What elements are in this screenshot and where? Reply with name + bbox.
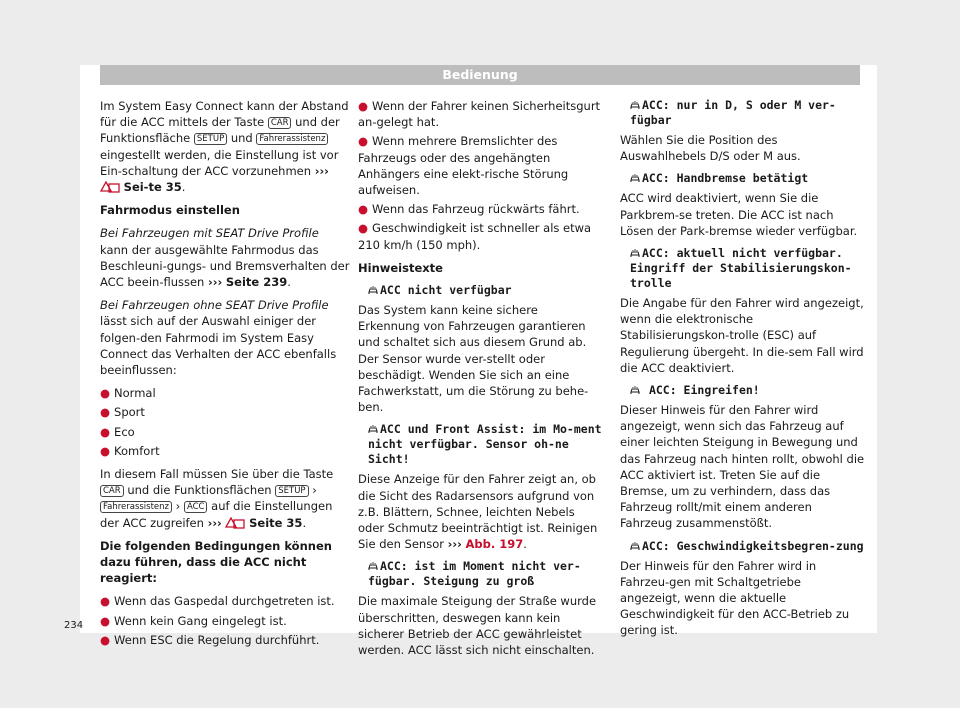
column-2 (358, 98, 603, 665)
bullet-icon: ● (100, 443, 111, 458)
car-key-icon: CAR (100, 485, 124, 497)
reference-arrow-icon: ››› (207, 515, 222, 530)
page-reference[interactable]: Sei-te 35 (123, 180, 182, 195)
column-1 (100, 98, 350, 651)
bullet-icon: ● (100, 594, 111, 609)
bullet-icon: ● (358, 202, 369, 217)
message-title: ACC: Eingreifen! (620, 383, 865, 398)
list-item: ● Eco (100, 424, 135, 439)
list-item: ● Wenn kein Gang eingelegt ist. (100, 613, 287, 628)
list-item: ● Wenn mehrere Bremslichter des Fahrzeugs oder des angehängten Anhängers eine elekt-rische Störung aufweisen. (358, 134, 569, 198)
car-key-icon: CAR (268, 117, 292, 129)
page-reference[interactable]: Seite 35 (249, 515, 303, 530)
message-text: Dieser Hinweis für den Fahrer wird angezeigt, wenn sich das Fahrzeug auf einer leichten Steigung in Bewegung und das Fahrzeug nach hinten rollt, obwohl die ACC aktiviert ist. Treten Sie auf die Bremse, um zu verhindern, dass das Fahrzeug rollt/mit einem anderen Fahrzeug zusammenstößt. (620, 403, 865, 531)
list-item: ● Geschwindigkeit ist schneller als etwa 210 km/h (150 mph). (358, 221, 592, 252)
bullet-icon: ● (100, 386, 111, 401)
bullet-icon: ● (358, 134, 369, 149)
reference-arrow-icon: ››› (447, 537, 462, 552)
message-text: Das System kann keine sichere Erkennung von Fahrzeugen garantieren und schaltet sich aus diesem Grund ab. Der Sensor wurde ver-stellt oder beschädigt. Wenden Sie sich an eine Fachwerkstatt, um die Störung zu behe-ben. (358, 303, 589, 415)
fahrerassistenz-key: Fahrerassistenz (256, 133, 328, 145)
message-title: ACC: nur in D, S oder M ver-fügbar (630, 98, 836, 127)
bullet-icon: ● (358, 221, 369, 236)
page-reference[interactable]: Seite 239 (225, 275, 288, 290)
message-title: ACC: aktuell nicht verfügbar. Eingriff der Stabilisierungskon-trolle (630, 246, 852, 291)
acc-car-icon (630, 386, 640, 395)
intro-paragraph: Im System Easy Connect kann der Abstand für die ACC mittels der Taste CAR und der Funktionsfläche SETUP und Fahrerassistenz eingestellt werden, die Einstellung ist vor Ein-schaltung der ACC vorzunehmen ››› Sei-te 35. (100, 99, 349, 195)
acc-key: ACC (184, 501, 208, 513)
message-text: Die maximale Steigung der Straße wurde überschritten, deswegen kann kein sicherer Betrieb der ACC gewährleistet werden. ACC lässt sich nicht einschalten. (358, 594, 597, 658)
fahrmodus-heading: Fahrmodus einstellen (100, 203, 240, 218)
page-number: 234 (64, 620, 84, 631)
reference-arrow-icon: ››› (208, 275, 223, 290)
acc-car-icon (630, 174, 640, 183)
reference-arrow-icon: ››› (314, 163, 329, 178)
settings-paragraph: In diesem Fall müssen Sie über die Taste CAR und die Funktionsflächen SETUP › Fahrerassistenz › ACC auf die Einstellungen der ACC zugreifen ››› Seite 35. (100, 467, 334, 530)
bullet-icon: ● (358, 99, 369, 113)
setup-key: SETUP (194, 133, 227, 145)
list-item: ● Komfort (100, 443, 160, 458)
bullet-icon: ● (100, 632, 111, 647)
message-title: ACC: ist im Moment nicht ver-fügbar. Steigung zu groß (368, 559, 581, 589)
list-item: ● Wenn ESC die Regelung durchführt. (100, 632, 320, 647)
acc-car-icon (630, 542, 640, 551)
conditions-heading: Die folgenden Bedingungen können dazu führen, dass die ACC nicht reagiert: (100, 538, 332, 586)
warning-book-icon (225, 516, 245, 529)
page-header: Bedienung (100, 65, 860, 85)
bullet-icon: ● (100, 405, 111, 420)
message-title: ACC nicht verfügbar (358, 283, 603, 298)
warning-book-icon (100, 180, 120, 193)
column-3 (620, 98, 865, 646)
bullet-icon: ● (100, 613, 111, 628)
fahrerassistenz-key: Fahrerassistenz (100, 501, 172, 513)
message-text: Diese Anzeige für den Fahrer zeigt an, ob die Sicht des Radarsensors aufgrund von z.B. Blättern, Schnee, leichten Nebels oder Schmutz beeinträchtigt ist. Reinigen Sie den Sensor ››› Abb. 197. (358, 472, 598, 552)
message-text: ACC wird deaktiviert, wenn Sie die Parkbrem-se treten. Die ACC ist nach Lösen der Park-bremse wieder verfügbar. (620, 191, 858, 238)
message-title: ACC: Handbremse betätigt (620, 171, 865, 186)
list-item: ● Wenn der Fahrer keinen Sicherheitsgurt an-gelegt hat. (358, 99, 601, 130)
message-text: Die Angabe für den Fahrer wird angezeigt, wenn die elektronische Stabilisierungskon-trolle (ESC) auf Regulierung übergeht. In die-sem Fall wird die ACC deaktiviert. (620, 296, 864, 375)
list-item: ● Wenn das Fahrzeug rückwärts fährt. (358, 202, 580, 217)
list-item: ● Sport (100, 405, 145, 420)
no-drive-profile-paragraph: Bei Fahrzeugen ohne SEAT Drive Profile lässt sich auf der Auswahl einiger der folgen-den Fahrmodi im System Easy Connect das Verhalten der ACC ebenfalls beeinflussen: (100, 298, 337, 378)
message-text: Der Hinweis für den Fahrer wird in Fahrzeu-gen mit Schaltgetriebe angezeigt, wenn die aktuelle Geschwindigkeit für den ACC-Betrieb zu gering ist. (620, 558, 850, 638)
setup-key: SETUP (275, 485, 308, 497)
acc-car-icon (630, 249, 640, 258)
acc-car-icon (368, 425, 378, 434)
acc-car-icon (630, 101, 640, 110)
message-text: Wählen Sie die Position des Auswahlhebels D/S oder M aus. (620, 133, 801, 164)
message-title: ACC: Geschwindigkeitsbegren-zung (620, 539, 865, 554)
hinweistexte-heading: Hinweistexte (358, 260, 443, 275)
drive-profile-paragraph: Bei Fahrzeugen mit SEAT Drive Profile kann der ausgewählte Fahrmodus das Beschleuni-gungs- und Bremsverhalten der ACC beein-flussen ››› Seite 239. (100, 226, 350, 290)
figure-reference[interactable]: Abb. 197 (465, 537, 524, 552)
acc-car-icon (368, 286, 378, 295)
bullet-icon: ● (100, 424, 111, 439)
list-item: ● Normal (100, 386, 156, 401)
message-title: ACC und Front Assist: im Mo-ment nicht verfügbar. Sensor oh-ne Sicht! (368, 422, 602, 467)
list-item: ● Wenn das Gaspedal durchgetreten ist. (100, 594, 335, 609)
acc-car-icon (368, 562, 378, 571)
